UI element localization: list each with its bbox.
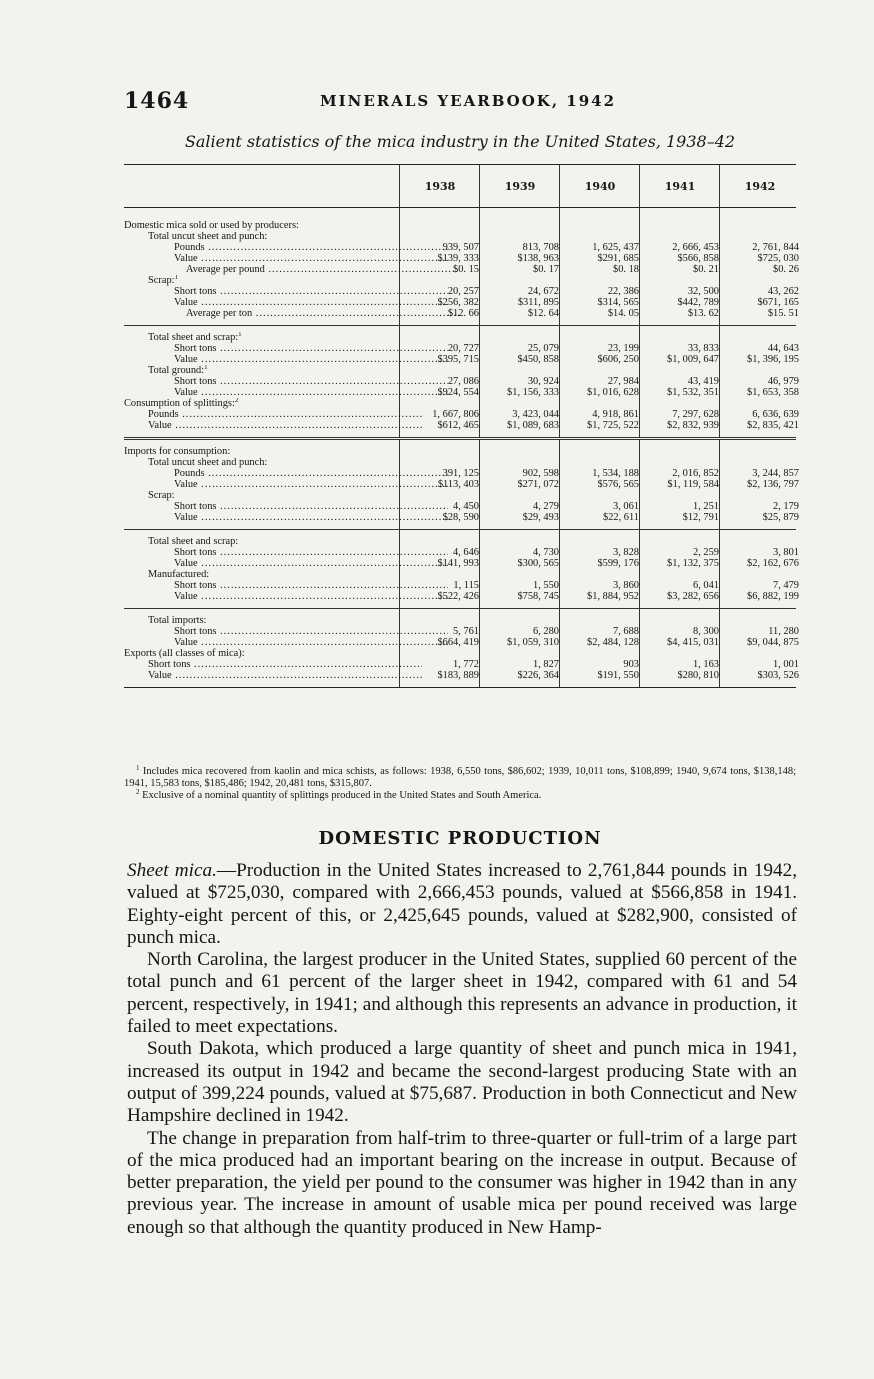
- cell-1938: 1, 115: [453, 580, 479, 591]
- table-row: [124, 409, 799, 420]
- table-section: [124, 208, 799, 325]
- row-label: Total sheet and scrap:$^1$: [148, 332, 242, 343]
- cell-1940: $14. 05: [607, 308, 639, 319]
- row-label: Average per ton .....: [124, 308, 460, 319]
- cell-1939: 4, 730: [533, 547, 559, 558]
- row-label: Value .....: [124, 253, 448, 264]
- cell-1940: $22, 611: [603, 512, 639, 523]
- cell-1939: $1, 156, 333: [507, 387, 559, 398]
- cell-1938: $12. 66: [447, 308, 479, 319]
- table-row: [124, 242, 799, 253]
- row-label: Exports (all classes of mica):: [124, 648, 245, 659]
- table-row: [124, 547, 799, 558]
- cell-1938: $664, 419: [437, 637, 479, 648]
- cell-1939: $0. 17: [533, 264, 559, 275]
- cell-1942: $6, 882, 199: [747, 591, 799, 602]
- cell-1940: 1, 534, 188: [592, 468, 639, 479]
- table-row: [124, 420, 799, 431]
- row-label: Scrap:: [148, 490, 175, 501]
- row-label: Value .....: [124, 354, 448, 365]
- table-row: [124, 512, 799, 523]
- table-row: [124, 457, 796, 468]
- table-row: [124, 580, 799, 591]
- cell-1939: 1, 550: [533, 580, 559, 591]
- cell-1938: $395, 715: [437, 354, 479, 365]
- cell-1938: $612, 465: [437, 420, 479, 431]
- table-row: [124, 332, 796, 343]
- cell-1941: 2, 259: [693, 547, 719, 558]
- cell-1938: 4, 646: [453, 547, 479, 558]
- paragraph: South Dakota, which produced a large quantity of sheet and punch mica in 1941, increased its output in 1942 and became the second-largest producing State with an output of 399,224 pounds, valued at $75,687. Production in both Connecticut and New Hampshire declined in 1942.: [127, 1038, 797, 1127]
- cell-1941: $1, 532, 351: [667, 387, 719, 398]
- table-row: [124, 626, 799, 637]
- footnote-ref: 1: [204, 365, 208, 371]
- footnote: $^2$ Exclusive of a nominal quantity of splittings produced in the United States and South America.: [136, 788, 542, 801]
- footnote-mark: 1: [136, 764, 140, 772]
- cell-1939: 4, 279: [533, 501, 559, 512]
- table-row: [124, 365, 796, 376]
- row-label: Pounds .....: [124, 242, 448, 253]
- row-label: Pounds .....: [124, 468, 448, 479]
- cell-1938: 20, 727: [447, 343, 479, 354]
- table-row: [124, 659, 799, 670]
- table-section: [124, 529, 799, 608]
- page-number: 1464: [124, 88, 190, 114]
- row-label: Value .....: [124, 558, 448, 569]
- row-label: Manufactured:: [148, 569, 210, 580]
- running-title: MINERALS YEARBOOK, 1942: [320, 92, 617, 110]
- section-heading: DOMESTIC PRODUCTION: [318, 828, 602, 849]
- year-header-1939: 1939: [504, 179, 536, 193]
- cell-1941: $3, 282, 656: [667, 591, 719, 602]
- cell-1942: $2, 136, 797: [747, 479, 799, 490]
- cell-1938: 1, 772: [453, 659, 479, 670]
- table-row: [124, 615, 796, 626]
- table-row: [124, 490, 796, 501]
- cell-1939: $1, 059, 310: [507, 637, 559, 648]
- cell-1941: 2, 016, 852: [672, 468, 719, 479]
- column-rule: [479, 165, 480, 207]
- cell-1939: $271, 072: [517, 479, 559, 490]
- cell-1940: 3, 860: [613, 580, 639, 591]
- cell-1940: $599, 176: [597, 558, 639, 569]
- footnotes: [124, 766, 796, 802]
- cell-1940: 22, 386: [607, 286, 639, 297]
- row-label: Short tons .....: [124, 376, 448, 387]
- cell-1941: 6, 041: [693, 580, 719, 591]
- cell-1940: $576, 565: [597, 479, 639, 490]
- cell-1938: $113, 403: [437, 479, 479, 490]
- cell-1940: 23, 199: [607, 343, 639, 354]
- row-label: Value .....: [124, 512, 448, 523]
- cell-1939: 813, 708: [522, 242, 559, 253]
- table-row: [124, 286, 799, 297]
- cell-1942: 3, 244, 857: [752, 468, 799, 479]
- cell-1941: 2, 666, 453: [672, 242, 719, 253]
- row-label: Value .....: [124, 387, 448, 398]
- table-row: [124, 343, 799, 354]
- cell-1942: 6, 636, 639: [752, 409, 799, 420]
- cell-1941: 1, 163: [693, 659, 719, 670]
- cell-1938: $0. 15: [453, 264, 479, 275]
- cell-1939: 30, 924: [527, 376, 559, 387]
- table-row: [124, 591, 799, 602]
- cell-1941: $1, 009, 647: [667, 354, 719, 365]
- cell-1938: 391, 125: [442, 468, 479, 479]
- cell-1940: $1, 884, 952: [587, 591, 639, 602]
- cell-1938: $141, 993: [437, 558, 479, 569]
- cell-1940: $2, 484, 128: [587, 637, 639, 648]
- cell-1941: $280, 810: [677, 670, 719, 681]
- cell-1940: 3, 828: [613, 547, 639, 558]
- cell-1938: $139, 333: [437, 253, 479, 264]
- row-label: Consumption of splittings:$^2$: [124, 398, 239, 409]
- row-label: Total uncut sheet and punch:: [148, 231, 268, 242]
- cell-1942: $9, 044, 875: [747, 637, 799, 648]
- cell-1939: $1, 089, 683: [507, 420, 559, 431]
- table-row: [124, 670, 799, 681]
- row-label: Short tons .....: [124, 547, 448, 558]
- cell-1940: $291, 685: [597, 253, 639, 264]
- footnote-ref: 1: [238, 332, 242, 338]
- cell-1940: $1, 725, 522: [587, 420, 639, 431]
- cell-1939: 6, 280: [533, 626, 559, 637]
- row-label: Domestic mica sold or used by producers:: [124, 220, 299, 231]
- table-row: [124, 387, 799, 398]
- cell-1939: $300, 565: [517, 558, 559, 569]
- footnote-ref: 1: [174, 275, 179, 281]
- cell-1939: 3, 423, 044: [512, 409, 559, 420]
- cell-1941: 1, 251: [693, 501, 719, 512]
- table-row: [124, 479, 799, 490]
- paragraph: The change in preparation from half-trim to three-quarter or full-trim of a large part of the mica produced had an important bearing on the increase in output. Because of better preparation, the yield per pound to the consumer was higher in 1942 than in any previous year. The increase in amount of usable mica per pound received was large enough so that although the quantity produced in New Hamp-: [127, 1127, 797, 1238]
- cell-1942: $1, 653, 358: [747, 387, 799, 398]
- row-label: Average per pound .....: [124, 264, 460, 275]
- cell-1941: 43, 419: [687, 376, 719, 387]
- cell-1938: 27, 086: [447, 376, 479, 387]
- table-row: [124, 637, 799, 648]
- table-row: [124, 468, 799, 479]
- table-row: [124, 275, 796, 286]
- table-header-row: [124, 165, 796, 208]
- table-section: [124, 325, 799, 437]
- cell-1939: 1, 827: [533, 659, 559, 670]
- cell-1940: 27, 984: [607, 376, 639, 387]
- row-label: Short tons .....: [124, 626, 448, 637]
- row-label: Total imports:: [148, 615, 207, 626]
- cell-1941: $4, 415, 031: [667, 637, 719, 648]
- cell-1939: 902, 598: [522, 468, 559, 479]
- cell-1939: $758, 745: [517, 591, 559, 602]
- cell-1941: $12, 791: [682, 512, 719, 523]
- table-row: [124, 398, 796, 409]
- cell-1941: $1, 132, 375: [667, 558, 719, 569]
- cell-1942: $2, 835, 421: [747, 420, 799, 431]
- statistics-table: [124, 164, 799, 688]
- row-label: Value .....: [124, 479, 448, 490]
- table-row: [124, 376, 799, 387]
- cell-1940: 4, 918, 861: [592, 409, 639, 420]
- table-row: [124, 308, 799, 319]
- table-row: [124, 648, 796, 659]
- cell-1938: 1, 667, 806: [432, 409, 479, 420]
- cell-1942: $0. 26: [773, 264, 799, 275]
- column-rule: [719, 165, 720, 207]
- column-rule: [399, 165, 400, 207]
- table-section: [124, 608, 799, 688]
- table-row: [124, 220, 796, 231]
- row-label: Imports for consumption:: [124, 446, 231, 457]
- row-label: Short tons .....: [124, 501, 448, 512]
- column-rule: [639, 165, 640, 207]
- cell-1942: 46, 979: [767, 376, 799, 387]
- cell-1940: $314, 565: [597, 297, 639, 308]
- cell-1942: 44, 643: [767, 343, 799, 354]
- cell-1941: $13. 62: [687, 308, 719, 319]
- cell-1942: $303, 526: [757, 670, 799, 681]
- cell-1941: $1, 119, 584: [667, 479, 719, 490]
- row-label: Short tons .....: [124, 580, 448, 591]
- cell-1941: 32, 500: [687, 286, 719, 297]
- cell-1940: $191, 550: [597, 670, 639, 681]
- row-label: Total uncut sheet and punch:: [148, 457, 268, 468]
- cell-1938: 939, 507: [442, 242, 479, 253]
- cell-1942: $15. 51: [767, 308, 799, 319]
- paragraph-lead-in: Sheet mica.: [127, 860, 217, 881]
- row-label: Value .....: [124, 637, 448, 648]
- cell-1942: $25, 879: [762, 512, 799, 523]
- cell-1942: 7, 479: [773, 580, 799, 591]
- row-label: Value .....: [124, 297, 448, 308]
- row-label: Value .....: [124, 591, 448, 602]
- cell-1938: $924, 554: [437, 387, 479, 398]
- cell-1938: 20, 257: [447, 286, 479, 297]
- table-row: [124, 558, 799, 569]
- cell-1939: $29, 493: [522, 512, 559, 523]
- table-row: [124, 446, 796, 457]
- table-title: Salient statistics of the mica industry in the United States, 1938–42: [184, 132, 736, 151]
- cell-1942: 43, 262: [767, 286, 799, 297]
- body-text: [127, 860, 797, 1239]
- cell-1940: 3, 061: [613, 501, 639, 512]
- cell-1938: 4, 450: [453, 501, 479, 512]
- cell-1939: 24, 672: [527, 286, 559, 297]
- cell-1940: $1, 016, 628: [587, 387, 639, 398]
- row-label: Short tons .....: [124, 343, 448, 354]
- table-row: [124, 264, 799, 275]
- cell-1938: 5, 761: [453, 626, 479, 637]
- cell-1938: $522, 426: [437, 591, 479, 602]
- table-row: [124, 231, 796, 242]
- footnote-mark: 2: [136, 788, 140, 796]
- cell-1941: $2, 832, 939: [667, 420, 719, 431]
- table-row: [124, 569, 796, 580]
- cell-1940: 903: [623, 659, 639, 670]
- cell-1942: $671, 165: [757, 297, 799, 308]
- cell-1942: $725, 030: [757, 253, 799, 264]
- cell-1941: $566, 858: [677, 253, 719, 264]
- cell-1942: $1, 396, 195: [747, 354, 799, 365]
- cell-1941: 33, 833: [687, 343, 719, 354]
- row-label: Pounds .....: [124, 409, 422, 420]
- year-header-1940: 1940: [584, 179, 616, 193]
- table-row: [124, 354, 799, 365]
- cell-1942: $2, 162, 676: [747, 558, 799, 569]
- cell-1940: $606, 250: [597, 354, 639, 365]
- footnote: $^1$ Includes mica recovered from kaolin and mica schists, as follows: 1938, 6,550 tons, $86,602; 1939, 10,011 tons, $108,899; 1940, 9,674 tons, $138,148; 1941, 15,583 tons, $185,486; 1942, 20,481 tons, $315,807.: [124, 764, 796, 789]
- table-row: [124, 536, 796, 547]
- cell-1940: $0. 18: [613, 264, 639, 275]
- table-section: [124, 437, 799, 529]
- cell-1941: $0. 21: [693, 264, 719, 275]
- column-rule: [559, 165, 560, 207]
- cell-1942: 3, 801: [773, 547, 799, 558]
- cell-1941: $442, 789: [677, 297, 719, 308]
- footnote-ref: 2: [234, 398, 239, 404]
- cell-1938: $28, 590: [442, 512, 479, 523]
- row-label: Short tons .....: [124, 286, 448, 297]
- cell-1938: $256, 382: [437, 297, 479, 308]
- cell-1940: 7, 688: [613, 626, 639, 637]
- row-label: Value .....: [124, 670, 422, 681]
- cell-1940: 1, 625, 437: [592, 242, 639, 253]
- year-header-1938: 1938: [424, 179, 456, 193]
- row-label: Short tons .....: [124, 659, 422, 670]
- table-row: [124, 253, 799, 264]
- cell-1939: $138, 963: [517, 253, 559, 264]
- cell-1939: 25, 079: [527, 343, 559, 354]
- table-body: [124, 208, 799, 688]
- cell-1942: 2, 179: [773, 501, 799, 512]
- row-label: Value .....: [124, 420, 422, 431]
- cell-1941: 8, 300: [693, 626, 719, 637]
- row-label: Total ground:$^1$: [148, 365, 208, 376]
- year-header-1941: 1941: [664, 179, 696, 193]
- row-label: Total sheet and scrap:: [148, 536, 239, 547]
- cell-1942: 1, 001: [773, 659, 799, 670]
- page-header: [124, 88, 796, 116]
- cell-1938: $183, 889: [437, 670, 479, 681]
- cell-1942: 11, 280: [768, 626, 799, 637]
- paragraph: North Carolina, the largest producer in the United States, supplied 60 percent of the total punch and 61 percent of the larger sheet in 1942, compared with 61 and 54 percent, respectively, in 1941; and although this represents an advance in production, it failed to meet expectations.: [127, 949, 797, 1038]
- cell-1939: $12. 64: [527, 308, 559, 319]
- cell-1939: $311, 895: [517, 297, 559, 308]
- cell-1939: $226, 364: [517, 670, 559, 681]
- table-row: [124, 501, 799, 512]
- row-label: Scrap:$^1$: [148, 275, 179, 286]
- year-header-1942: 1942: [744, 179, 776, 193]
- cell-1942: 2, 761, 844: [752, 242, 799, 253]
- table-row: [124, 297, 799, 308]
- cell-1941: 7, 297, 628: [672, 409, 719, 420]
- cell-1939: $450, 858: [517, 354, 559, 365]
- paragraph: Sheet mica.—Production in the United States increased to 2,761,844 pounds in 1942, valued at $725,030, compared with 2,666,453 pounds, valued at $566,858 in 1941. Eighty-eight percent of this, or 2,425,645 pounds, valued at $282,900, consisted of punch mica.: [127, 860, 797, 948]
